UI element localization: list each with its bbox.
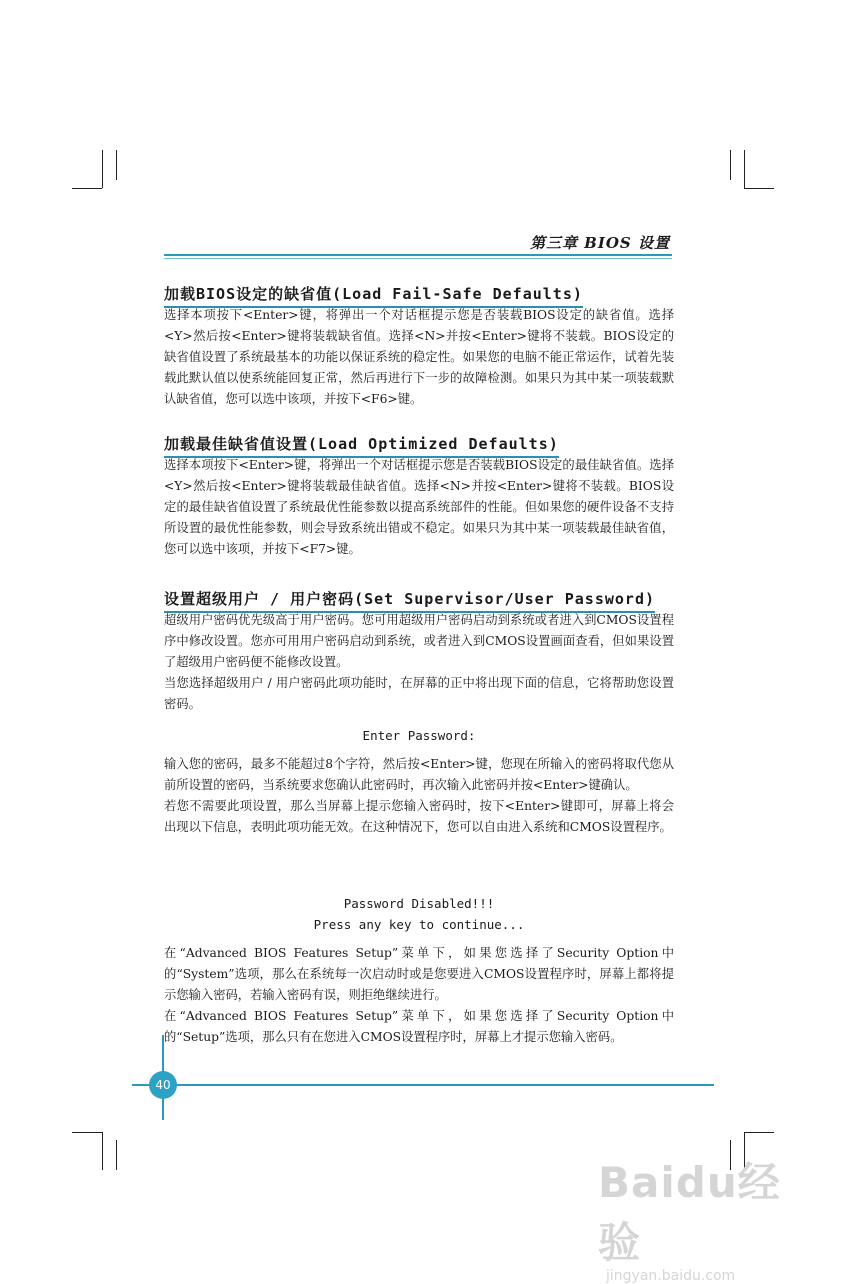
paragraph: 超级用户密码优先级高于用户密码。您可用超级用户密码启动到系统或者进入到CMOS设置程序中修改设置。您亦可用用户密码启动到系统，或者进入到CMOS设置画面查看，但如果设置了超级用户密码便不能修改设置。 [164,613,674,669]
footer-rule [132,1084,714,1086]
password-disabled-message: Password Disabled!!! [343,896,495,911]
crop-mark [116,150,117,180]
watermark-url: jingyan.baidu.com [606,1268,736,1284]
header-rule-thin [164,258,672,259]
section-title-load-fail-safe: 加载BIOS设定的缺省值(Load Fail-Safe Defaults) [164,283,583,308]
crop-mark [116,1140,117,1170]
paragraph: 输入您的密码，最多不能超过8个字符，然后按<Enter>键，您现在所输入的密码将取代您从前所设置的密码，当系统要求您确认此密码时，再次输入此密码并按<Enter>键确认。 [164,757,674,792]
watermark-logo: Baidu经验 [598,1158,781,1267]
section-body-set-password-a [164,610,674,715]
page-number-badge: 40 [149,1071,177,1099]
watermark [598,1150,798,1284]
section-body-load-fail-safe [164,305,674,410]
paragraph: 在“Advanced BIOS Features Setup”菜单下，如果您选择了Security Option中的“System”选项，那么在系统每一次启动时或是您要进入CMOS设置程序时，屏幕上都将提示您输入密码，若输入密码有误，则拒绝继续进行。 [164,946,674,1002]
chapter-header: 第三章 BIOS 设置 [529,234,670,252]
paragraph: 当您选择超级用户 / 用户密码此项功能时，在屏幕的正中将出现下面的信息，它将帮助您设置密码。 [164,676,674,711]
paragraph: 若您不需要此项设置，那么当屏幕上提示您输入密码时，按下<Enter>键即可，屏幕上将会出现以下信息，表明此项功能无效。在这种情况下，您可以自由进入系统和CMOS设置程序。 [164,799,674,834]
crop-mark [102,1132,103,1170]
section-body-load-optimized [164,455,674,560]
press-any-key-message: Press any key to continue... [313,917,525,932]
paragraph: 选择本项按下<Enter>键，将弹出一个对话框提示您是否装载BIOS设定的最佳缺省值。选择<Y>然后按<Enter>键将装载最佳缺省值。选择<N>并按<Enter>键将不装载。BIOS设定的最佳缺省值设置了系统最优性能参数以提高系统部件的性能。但如果您的硬件设备不支持所设置的最优性能参数，则会导致系统出错或不稳定。如果只为其中某一项装载最佳缺省值，您可以选中该项，并按下<F7>键。 [164,458,674,556]
crop-mark [72,1132,102,1133]
paragraph: 选择本项按下<Enter>键，将弹出一个对话框提示您是否装载BIOS设定的缺省值。选择<Y>然后按<Enter>键将装载缺省值。选择<N>并按<Enter>键将不装载。BIOS设定的缺省值设置了系统最基本的功能以保证系统的稳定性。如果您的电脑不能正常运作，试着先装载此默认值以使系统能回复正常，然后再进行下一步的故障检测。如果只为其中某一项装载默认缺省值，您可以选中该项，并按下<F6>键。 [164,308,674,406]
crop-mark [102,150,103,188]
section-title-set-password: 设置超级用户 / 用户密码(Set Supervisor/User Password) [164,588,655,613]
header-rule [164,254,672,256]
crop-mark [744,188,774,189]
crop-mark [744,1132,774,1133]
crop-mark [730,150,731,180]
section-title-load-optimized: 加载最佳缺省值设置(Load Optimized Defaults) [164,433,559,458]
crop-mark [72,188,102,189]
crop-mark [744,150,745,188]
enter-password-prompt: Enter Password: [362,728,476,743]
section-body-set-password-c [164,943,674,1048]
section-body-set-password-b [164,754,674,838]
paragraph: 在“Advanced BIOS Features Setup”菜单下，如果您选择了Security Option中的“Setup”选项，那么只有在您进入CMOS设置程序时，屏幕上才提示您输入密码。 [164,1009,674,1044]
